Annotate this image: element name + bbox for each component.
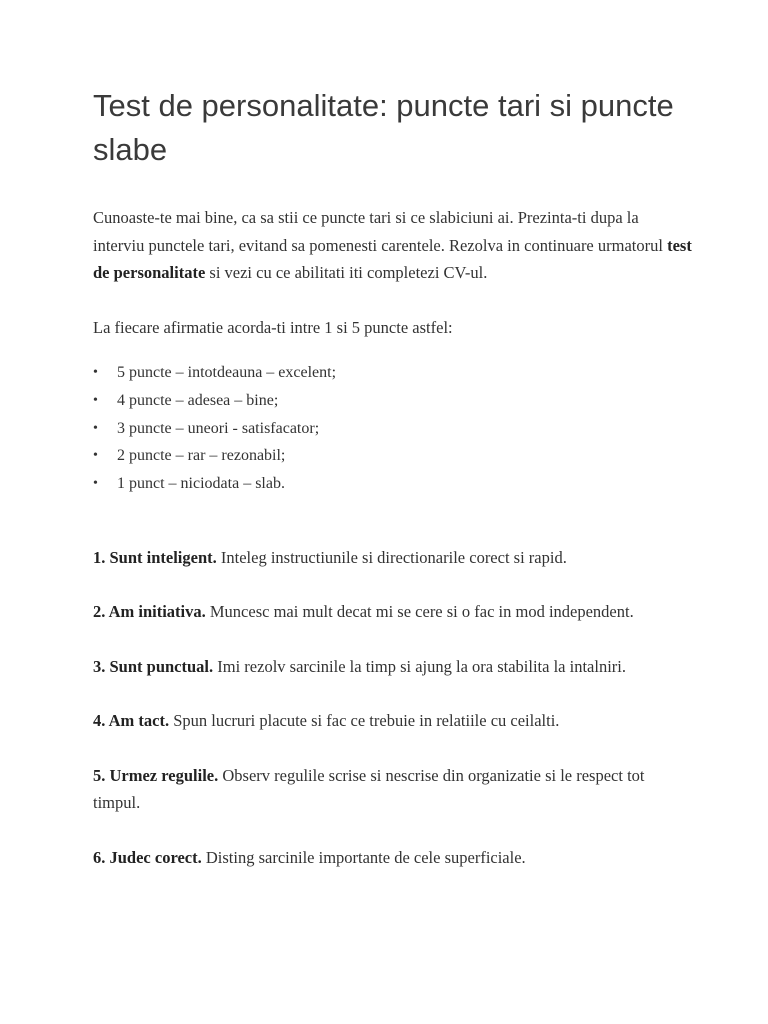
- list-item-text: 5 puncte – intotdeauna – excelent;: [117, 364, 337, 381]
- bullet-icon: •: [93, 365, 98, 380]
- statement-item-5: [93, 762, 693, 817]
- list-item: [93, 442, 693, 470]
- intro-text-before: Cunoaste-te mai bine, ca sa stii ce puncte tari si ce slabiciuni ai. Prezinta-ti dupa la interviu punctele tari, evitand sa pomenesti carentele. Rezolva in continuare urmatorul: [93, 208, 668, 255]
- intro-text-after: si vezi cu ce abilitati iti completezi CV-ul.: [205, 263, 488, 282]
- statement-item-4: [93, 707, 693, 735]
- list-item: [93, 387, 693, 415]
- bullet-icon: •: [93, 448, 98, 464]
- statement-heading: 5. Urmez regulile.: [93, 765, 219, 785]
- statement-item-2: [93, 598, 693, 626]
- statement-text: Imi rezolv sarcinile la timp si ajung la ora stabilita la intalniri.: [213, 656, 626, 676]
- intro-bold-link-text: test de personalitate: [93, 235, 692, 282]
- statement-heading: 4. Am tact.: [93, 711, 170, 731]
- bullet-icon: •: [93, 392, 98, 408]
- list-item-text: 3 puncte – uneori - satisfacator;: [117, 419, 320, 437]
- scale-list: [93, 359, 693, 498]
- bullet-icon: •: [93, 420, 98, 436]
- statement-heading: 1. Sunt inteligent.: [93, 547, 217, 567]
- statement-item-6: [93, 844, 693, 872]
- statement-item-1: [93, 544, 693, 572]
- statement-text: Disting sarcinile importante de cele superficiale.: [201, 847, 526, 867]
- statement-heading: 2. Am initiativa.: [93, 602, 206, 622]
- statement-text: Spun lucruri placute si fac ce trebuie in relatiile cu ceilalti.: [169, 711, 560, 731]
- list-item: [93, 470, 693, 498]
- bullet-icon: •: [93, 476, 98, 492]
- intro-paragraph: [93, 204, 693, 287]
- statement-heading: 3. Sunt punctual.: [93, 656, 214, 676]
- statement-text: Muncesc mai mult decat mi se cere si o fac in mod independent.: [205, 602, 634, 622]
- statement-heading: 6. Judec corect.: [93, 847, 202, 867]
- page-title: Test de personalitate: puncte tari si puncte slabe: [93, 88, 674, 167]
- statement-item-3: [93, 653, 693, 681]
- list-item-text: 4 puncte – adesea – bine;: [117, 391, 279, 409]
- statement-text: Observ regulile scrise si nescrise din organizatie si le respect tot timpul.: [93, 765, 645, 813]
- list-item: [93, 359, 693, 387]
- scale-intro-paragraph: La fiecare afirmatie acorda-ti intre 1 si 5 puncte astfel:: [93, 317, 453, 337]
- document-page: [93, 84, 693, 898]
- list-item: [93, 415, 693, 443]
- statement-text: Inteleg instructiunile si directionarile corect si rapid.: [216, 547, 567, 567]
- list-item-text: 2 puncte – rar – rezonabil;: [117, 447, 286, 465]
- list-item-text: 1 punct – niciodata – slab.: [117, 475, 285, 493]
